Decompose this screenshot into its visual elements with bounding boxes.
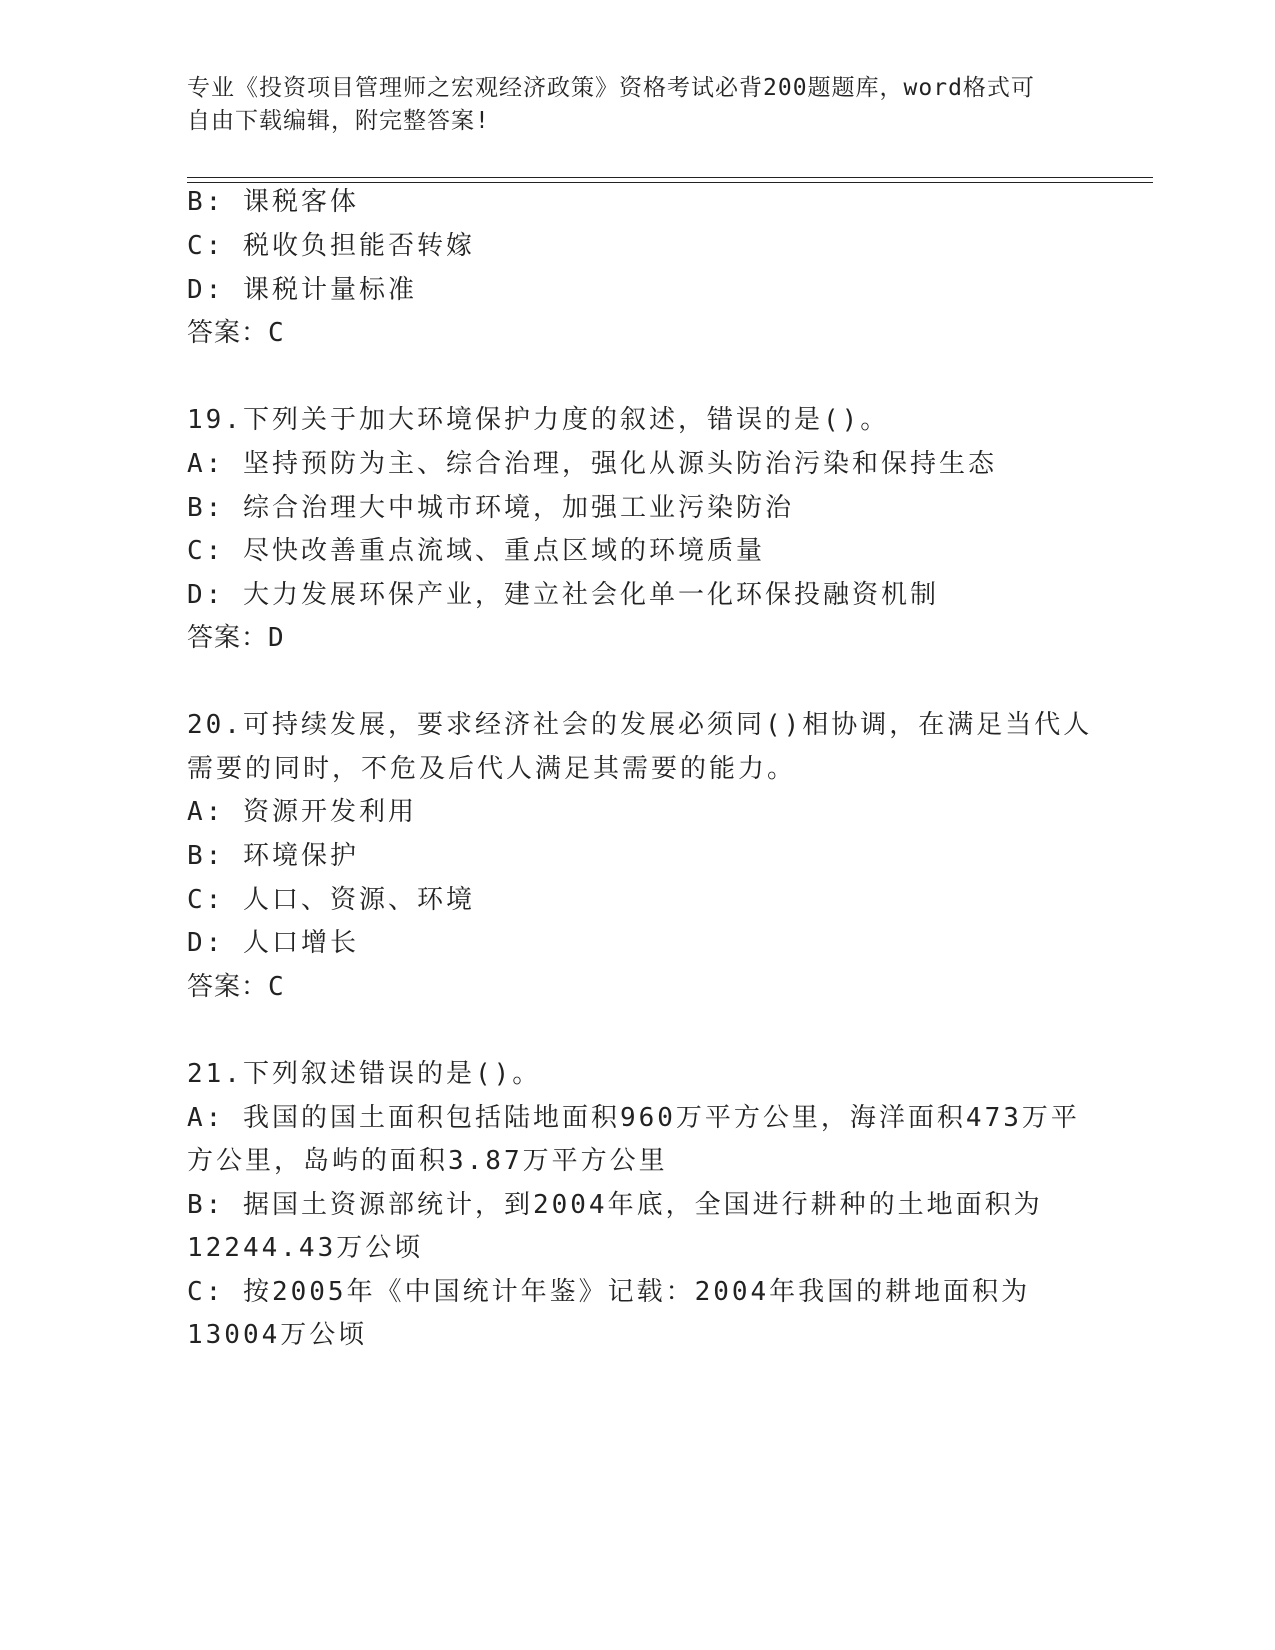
q18-option-d: D: 课税计量标准 bbox=[187, 275, 417, 305]
q20-option-b: B: 环境保护 bbox=[187, 841, 359, 871]
q19-answer: 答案：D bbox=[187, 623, 285, 653]
header-line-2: 自由下载编辑，附完整答案! bbox=[187, 108, 490, 134]
q20-stem-line-1: 20.可持续发展，要求经济社会的发展必须同()相协调，在满足当代人 bbox=[187, 710, 1093, 740]
q18-option-c: C: 税收负担能否转嫁 bbox=[187, 231, 475, 261]
q20-option-a: A: 资源开发利用 bbox=[187, 797, 417, 827]
q21-stem: 21.下列叙述错误的是()。 bbox=[187, 1059, 542, 1089]
q20-option-d: D: 人口增长 bbox=[187, 928, 359, 958]
q20-stem-line-2: 需要的同时，不危及后代人满足其需要的能力。 bbox=[187, 754, 797, 784]
q19-stem: 19.下列关于加大环境保护力度的叙述，错误的是()。 bbox=[187, 405, 890, 435]
q21-option-a-line-2: 方公里，岛屿的面积3.87万平方公里 bbox=[187, 1146, 668, 1176]
header-divider-bottom bbox=[187, 182, 1153, 183]
document-header bbox=[187, 72, 1067, 138]
q20-option-c: C: 人口、资源、环境 bbox=[187, 885, 475, 915]
q21-option-c-line-2: 13004万公顷 bbox=[187, 1320, 368, 1350]
q19-option-b: B: 综合治理大中城市环境，加强工业污染防治 bbox=[187, 493, 794, 523]
header-divider-top bbox=[187, 177, 1153, 178]
q21-option-c-line-1: C: 按2005年《中国统计年鉴》记载：2004年我国的耕地面积为 bbox=[187, 1277, 1031, 1307]
q21-option-a-line-1: A: 我国的国土面积包括陆地面积960万平方公里，海洋面积473万平 bbox=[187, 1103, 1080, 1133]
q18-option-b: B: 课税客体 bbox=[187, 187, 359, 217]
q19-option-c: C: 尽快改善重点流域、重点区域的环境质量 bbox=[187, 536, 765, 566]
q20-answer: 答案：C bbox=[187, 972, 285, 1002]
q21-option-b-line-2: 12244.43万公顷 bbox=[187, 1233, 424, 1263]
q18-answer: 答案：C bbox=[187, 318, 285, 348]
q19-option-d: D: 大力发展环保产业，建立社会化单一化环保投融资机制 bbox=[187, 580, 939, 610]
header-line-1: 专业《投资项目管理师之宏观经济政策》资格考试必背200题题库，word格式可 bbox=[187, 75, 1035, 101]
q21-option-b-line-1: B: 据国土资源部统计，到2004年底，全国进行耕种的土地面积为 bbox=[187, 1190, 1043, 1220]
q19-option-a: A: 坚持预防为主、综合治理，强化从源头防治污染和保持生态 bbox=[187, 449, 997, 479]
